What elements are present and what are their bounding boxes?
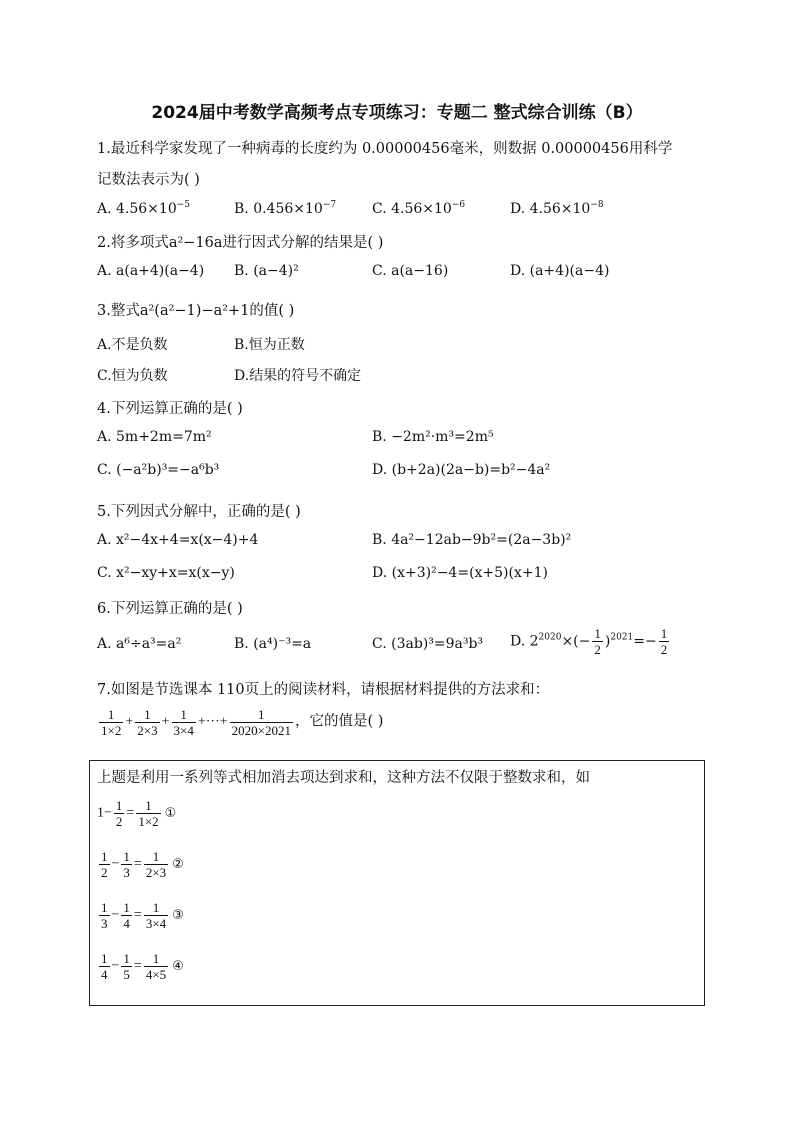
q6-option-a: A. a⁶÷a³=a²	[97, 636, 182, 652]
box-equation-1: 1− $\frac{1}{2}$ = $\frac{1}{1\times 2}$ ①	[97, 798, 177, 829]
q6-option-c: C. (3ab)³=9a³b³	[372, 636, 484, 652]
q4-option-d: D. (b+2a)(2a−b)=b²−4a²	[372, 462, 551, 478]
q2-stem: 2.将多项式a²−16a进行因式分解的结果是( )	[97, 235, 384, 251]
q6-stem: 6.下列运算正确的是( )	[97, 601, 243, 617]
q1-stem-line2: 记数法表示为( )	[97, 172, 200, 188]
q4-stem: 4.下列运算正确的是( )	[97, 401, 243, 417]
box-equation-2: $\frac{1}{2}$ − $\frac{1}{3}$ = $\frac{1}{2\times 3}$ ②	[101, 849, 184, 880]
q4-option-a: A. 5m+2m=7m²	[97, 429, 212, 445]
q7-term-last: $\frac{1}{2020\times 2021}$	[231, 707, 291, 738]
q3-option-d: D.结果的符号不确定	[234, 368, 362, 384]
q5-stem: 5.下列因式分解中，正确的是( )	[97, 504, 301, 520]
q5-option-d: D. (x+3)²−4=(x+5)(x+1)	[372, 565, 548, 581]
q1-option-a: A. $4.56\times 10^{-5}$	[97, 200, 191, 217]
q5-option-c: C. x²−xy+x=x(x−y)	[97, 565, 235, 581]
q5-option-a: A. x²−4x+4=x(x−4)+4	[97, 532, 259, 548]
q1-option-b: B. $0.456\times 10^{-7}$	[234, 200, 337, 217]
q3-option-a: A.不是负数	[97, 337, 168, 353]
q3-option-b: B.恒为正数	[234, 337, 305, 353]
q1-stem-line1: 1.最近科学家发现了一种病毒的长度约为 0.00000456毫米，则数据 0.00000456用科学	[97, 141, 673, 157]
q2-option-a: A. a(a+4)(a−4)	[97, 263, 205, 279]
q7-term-3: $\frac{1}{3\times 4}$	[173, 707, 194, 738]
q7-term-1: $\frac{1}{1\times 2}$	[101, 707, 122, 738]
q4-option-b: B. −2m²·m³=2m⁵	[372, 429, 494, 445]
q6-d-result-fraction: $\frac{1}{2}$	[660, 626, 668, 657]
box-equation-3: $\frac{1}{3}$ − $\frac{1}{4}$ = $\frac{1}{3\times 4}$ ③	[101, 900, 184, 931]
q5-option-b: B. 4a²−12ab−9b²=(2a−3b)²	[372, 532, 572, 548]
q3-stem: 3.整式a²(a²−1)−a²+1的值( )	[97, 303, 295, 319]
q7-stem: 7.如图是节选课本 110页上的阅读材料，请根据材料提供的方法求和：	[97, 682, 550, 698]
q6-d-fraction: $\frac{1}{2}$	[594, 626, 601, 657]
q2-option-d: D. (a+4)(a−4)	[510, 263, 610, 279]
q4-option-c: C. (−a²b)³=−a⁶b³	[97, 462, 220, 478]
q7-term-2: $\frac{1}{2\times 3}$	[137, 707, 158, 738]
q2-option-c: C. a(a−16)	[372, 263, 449, 279]
box-equation-4: $\frac{1}{4}$ − $\frac{1}{5}$ = $\frac{1}{4\times 5}$ ④	[101, 951, 184, 982]
q1-option-c: C. $4.56\times 10^{-6}$	[372, 200, 466, 217]
q1-option-d: D. $4.56\times 10^{-8}$	[510, 200, 604, 217]
q2-option-b: B. (a−4)²	[234, 263, 299, 279]
q3-option-c: C.恒为负数	[97, 368, 168, 384]
box-intro-text: 上题是利用一系列等式相加消去项达到求和，这种方法不仅限于整数求和，如	[97, 770, 590, 786]
q6-option-d: D. $2^{2020}\times(-$ $\frac{1}{2}$ )$^{2021}$=− $\frac{1}{2}$	[510, 626, 668, 657]
q7-sum-expression: $\frac{1}{1\times 2}$ + $\frac{1}{2\times 3}$ + $\frac{1}{3\times 4}$ +···+ $\frac{1}{2020\times 2021}$ ，它的值是( )	[101, 707, 384, 738]
q6-option-b: B. (a⁴)⁻³=a	[234, 636, 312, 652]
page-title: 2024届中考数学高频考点专项练习：专题二 整式综合训练（B）	[151, 103, 643, 123]
